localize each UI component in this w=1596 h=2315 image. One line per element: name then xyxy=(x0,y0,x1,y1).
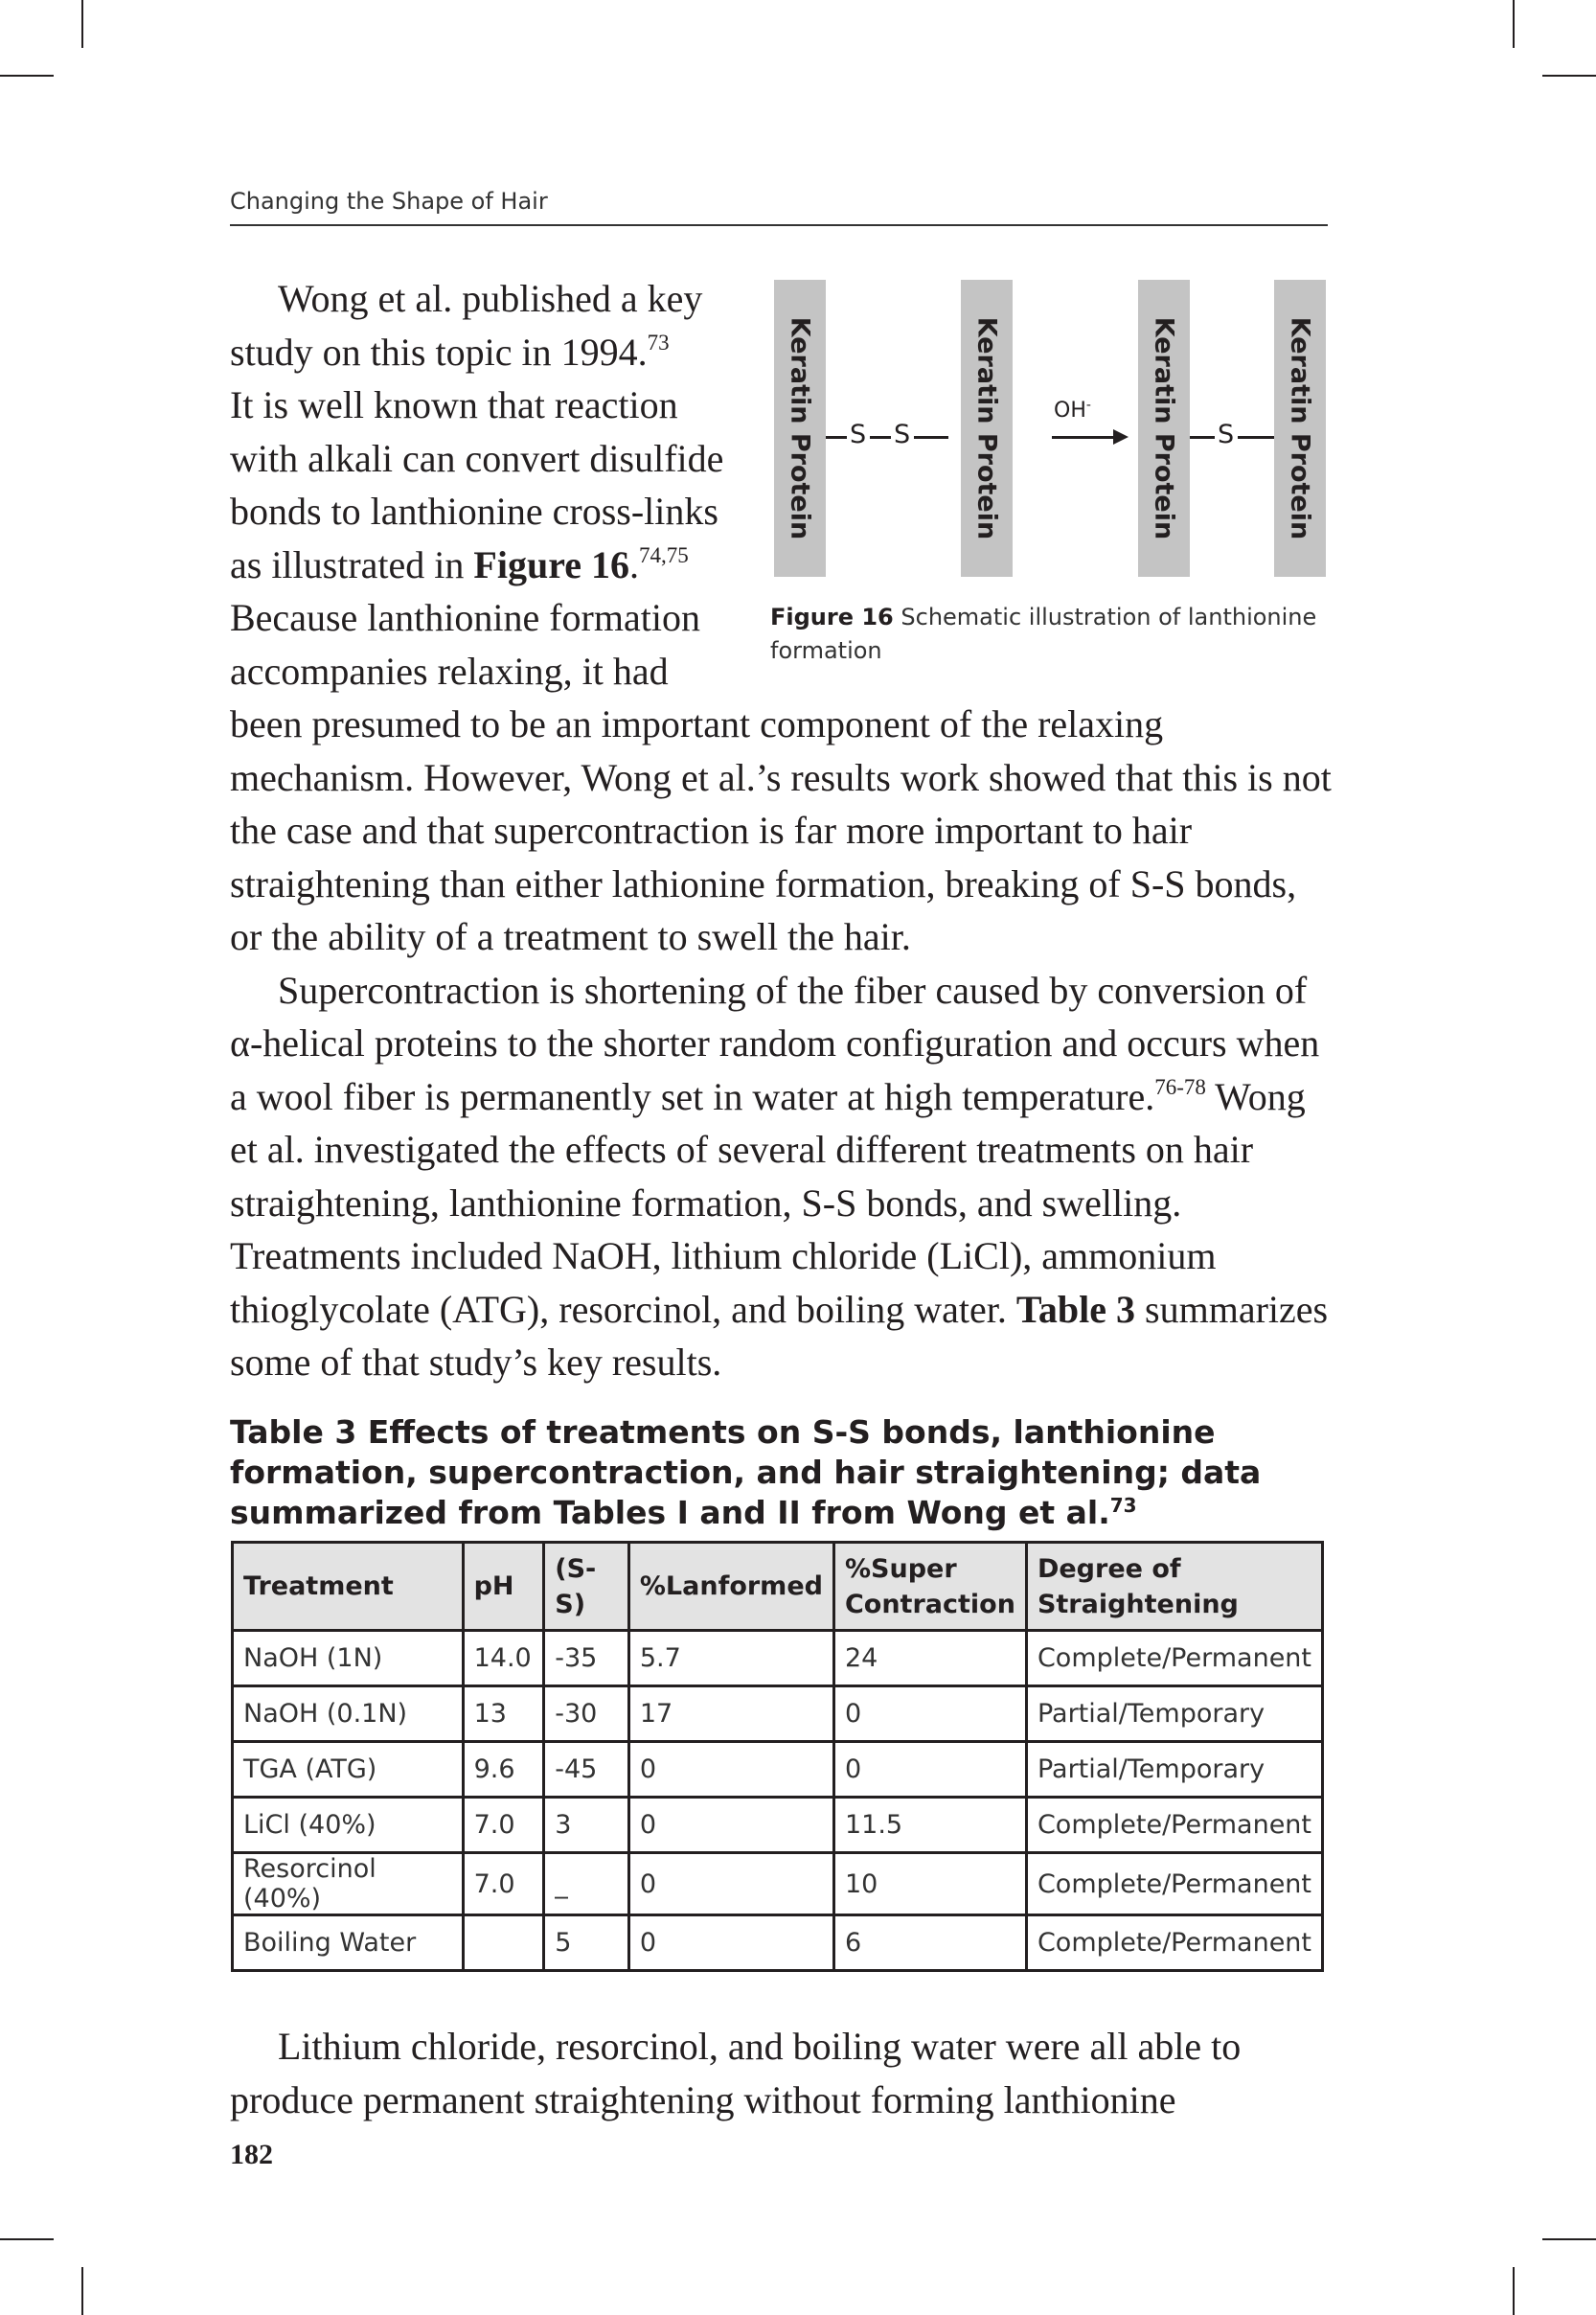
table-cell: Boiling Water xyxy=(233,1915,464,1971)
table-cell: Complete/Permanent xyxy=(1026,1853,1322,1915)
column-header: %Lanformed xyxy=(628,1543,833,1631)
table-cell: Resorcinol (40%) xyxy=(233,1853,464,1915)
page-number: 182 xyxy=(230,2139,273,2170)
table-cell: 0 xyxy=(628,1742,833,1798)
crop-mark xyxy=(0,75,54,77)
column-header: %Super Contraction xyxy=(833,1543,1026,1631)
bond-line xyxy=(1190,436,1215,439)
crop-mark xyxy=(1513,2267,1515,2315)
table-row xyxy=(233,1915,1323,1971)
table-cell: NaOH (0.1N) xyxy=(233,1686,464,1742)
crop-mark xyxy=(1542,75,1596,77)
wrapped-paragraph xyxy=(230,272,766,698)
table-cell: 0 xyxy=(833,1686,1026,1742)
table-cell: _ xyxy=(544,1853,629,1915)
table-row xyxy=(233,1686,1323,1742)
table-cell: 0 xyxy=(628,1853,833,1915)
table-cell: 24 xyxy=(833,1631,1026,1686)
table-cell: 0 xyxy=(628,1915,833,1971)
table-row xyxy=(233,1798,1323,1853)
table-cell: NaOH (1N) xyxy=(233,1631,464,1686)
bond-line xyxy=(826,436,847,439)
table-cell: 10 xyxy=(833,1853,1026,1915)
table-cell: Partial/Temporary xyxy=(1026,1742,1322,1798)
table-cell: LiCl (40%) xyxy=(233,1798,464,1853)
text-line: Wong et al. published a key xyxy=(278,277,703,320)
table-cell: Complete/Permanent xyxy=(1026,1631,1322,1686)
crop-mark xyxy=(81,0,83,48)
crop-mark xyxy=(81,2267,83,2315)
table-cell: 7.0 xyxy=(463,1853,544,1915)
table-cell: -35 xyxy=(544,1631,629,1686)
table-cell: 0 xyxy=(833,1742,1026,1798)
table-cell: Complete/Permanent xyxy=(1026,1798,1322,1853)
keratin-strip: Keratin Protein xyxy=(774,280,826,577)
table-cell: 9.6 xyxy=(463,1742,544,1798)
paragraph: been presumed to be an important component of the relaxing mechanism. However, Wong et al.’s results work showed that this is not the case and that supercontraction is far more important to hair straightening than either lathionine formation, breaking of S-S bonds, or the ability of a treatment to swell the hair. xyxy=(230,702,1332,958)
keratin-strip: Keratin Protein xyxy=(961,280,1013,577)
arrow-head-icon xyxy=(1113,429,1129,445)
table-cell: 6 xyxy=(833,1915,1026,1971)
closing-paragraph xyxy=(230,2020,1332,2126)
keratin-strip: Keratin Protein xyxy=(1138,280,1190,577)
table-cell xyxy=(463,1915,544,1971)
table-cell: 11.5 xyxy=(833,1798,1026,1853)
reaction-arrow xyxy=(1052,436,1115,439)
figure-caption: Figure 16 Schematic illustration of lanthionine formation xyxy=(770,604,1317,664)
column-header: Degree of Straightening xyxy=(1026,1543,1322,1631)
table-cell: -30 xyxy=(544,1686,629,1742)
crop-mark xyxy=(1542,2238,1596,2240)
text-line: with alkali can convert disulfide xyxy=(230,436,724,480)
table-cell: TGA (ATG) xyxy=(233,1742,464,1798)
text-line: study on this topic in 1994.73 xyxy=(230,330,670,374)
table-cell: 14.0 xyxy=(463,1631,544,1686)
main-text xyxy=(230,698,1332,1389)
table-row xyxy=(233,1631,1323,1686)
text-line: It is well known that reaction xyxy=(230,383,678,426)
column-header: (S-S) xyxy=(544,1543,629,1631)
table-cell: 5.7 xyxy=(628,1631,833,1686)
table-cell: 5 xyxy=(544,1915,629,1971)
table-header-row xyxy=(233,1543,1323,1631)
crop-mark xyxy=(0,2238,54,2240)
text-line: Because lanthionine formation xyxy=(230,596,700,639)
bond-line xyxy=(870,436,891,439)
table-cell: 0 xyxy=(628,1798,833,1853)
column-header: pH xyxy=(463,1543,544,1631)
table-cell: Partial/Temporary xyxy=(1026,1686,1322,1742)
table-caption: Table 3 Effects of treatments on S-S bonds, lanthionine formation, supercontraction, and hair straightening; data summarized from Tables I and II from Wong et al.$^{73}$ xyxy=(230,1413,1262,1531)
table-cell: 3 xyxy=(544,1798,629,1853)
paragraph: Supercontraction is shortening of the fiber caused by conversion of α-helical proteins to the shorter random configuration and occurs when a wool fiber is permanently set in water at high temperature.$^{76-78}$ Wong et al. investigated the effects of several different treatments on hair straightening, lanthionine formation, S-S bonds, and swelling. Treatments included NaOH, lithium chloride (LiCl), ammonium thioglycolate (ATG), resorcinol, and boiling water. Table 3 summarizes some of that study’s key results. xyxy=(230,968,1329,1384)
running-head: Changing the Shape of Hair xyxy=(230,188,1328,226)
table-cell: 17 xyxy=(628,1686,833,1742)
table-cell: Complete/Permanent xyxy=(1026,1915,1322,1971)
text-line: accompanies relaxing, it had xyxy=(230,649,669,693)
bond-line xyxy=(1238,436,1274,439)
figure-lanthionine-schematic xyxy=(766,280,1332,583)
table-row xyxy=(233,1853,1323,1915)
table-cell: 7.0 xyxy=(463,1798,544,1853)
keratin-strip: Keratin Protein xyxy=(1274,280,1326,577)
figure-reference: Figure 16 xyxy=(473,542,629,586)
table-cell: 13 xyxy=(463,1686,544,1742)
table-row xyxy=(233,1742,1323,1798)
sulfur-atom: S xyxy=(894,420,911,449)
results-table xyxy=(231,1541,1324,1972)
table-reference: Table 3 xyxy=(1015,1287,1136,1331)
text-line: bonds to lanthionine cross-links xyxy=(230,490,718,533)
paragraph: Lithium chloride, resorcinol, and boiling water were all able to produce permanent straightening without forming lanthionine xyxy=(230,2025,1242,2121)
table-cell: -45 xyxy=(544,1742,629,1798)
hydroxide-label: OH- xyxy=(1054,398,1091,423)
sulfur-atom: S xyxy=(1218,420,1235,449)
crop-mark xyxy=(1513,0,1515,48)
text-line: as illustrated in Figure 16.$^{74,75}$ xyxy=(230,542,689,586)
bond-line xyxy=(914,436,948,439)
column-header: Treatment xyxy=(233,1543,464,1631)
sulfur-atom: S xyxy=(850,420,867,449)
